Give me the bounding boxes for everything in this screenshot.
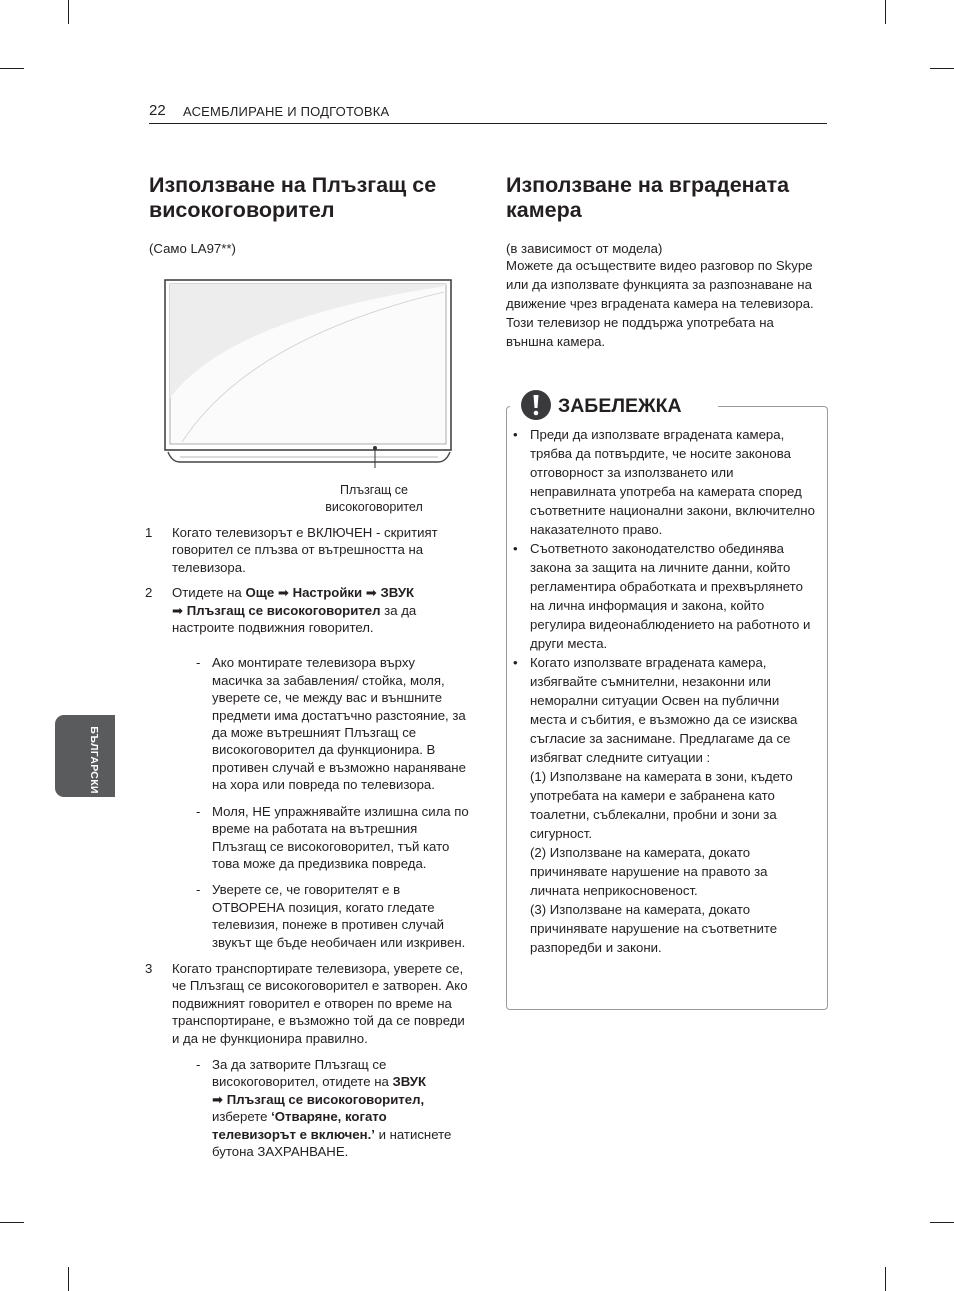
note-bullet-text: Преди да използвате вградената камера, трябва да потвърдите, че носите законова отговорност за използването или неправилната употреба на камерата според съответните национални закони, включително наказателното право.: [530, 427, 815, 537]
crop-mark: [68, 0, 69, 24]
sub-item: - Ако монтирате телевизора върху масичка за забавления/ стойка, моля, уверете се, че между вас и външните предмети има достатъчно разстояние, за да може вътрешният Плъзгащ се високоговорител да функционира. В противен случай е възможно нараняване на хора или повреда по телевизора.: [196, 655, 466, 793]
sub-item: - Уверете се, че говорителят е в ОТВОРЕНА позиция, когато гледате телевизия, понеже в противен случай звукът ще бъде необичаен или изкривен.: [196, 882, 466, 950]
note-bullet-text: Когато използвате вградената камера, избягвайте съмнителни, незаконни или неморални ситуации Освен на публични места и събития, е възможно да се изисква съгласие за заснимане. Предлагаме да се избягват следните ситуации : (1) Използване на камерата в зони, където употребата на камери е забранена като тоалетни, съблекални, пробни и зони за сигурност. (2) Използване на камерата, докато причинявате нарушение на правото за личната неприкосновеност. (3) Използване на камерата, докато причинявате нарушение на съответните разпоредби и закони.: [530, 655, 798, 955]
note-bullet-text: Съответното законодателство обединява закона за защита на личните данни, който регламентира обработката и прехвърлянето на лична информация и закона, който регулира видеонаблюдението на работното и други места.: [530, 541, 811, 651]
arrow-icon: ➡: [212, 1091, 227, 1107]
bullet-icon: •: [513, 541, 518, 556]
sliding-speaker-heading: Използване на Плъзгащ се високоговорител: [149, 173, 437, 222]
sub-item-text: Моля, НЕ упражнявайте излишна сила по време на работата на вътрешния Плъзгащ се високоговорител, тъй като това може да предизвика повреда.: [212, 803, 469, 871]
camera-description: Можете да осъществите видео разговор по Skype или да използвате функцията за разпознаване на движение чрез вградената камера на телевизора. Този телевизор не поддържа употребата на външна камера.: [506, 258, 814, 349]
exclamation-icon: [520, 389, 552, 421]
camera-heading: Използване на вградената камера: [506, 173, 790, 222]
menu-sound: ЗВУК: [392, 1074, 427, 1090]
note-title: ЗАБЕЛЕЖКА: [558, 395, 682, 417]
menu-sliding-speaker: Плъзгащ се високоговорител,: [226, 1091, 425, 1107]
step-text: Когато телевизорът е ВКЛЮЧЕН - скритият говорител се плъзва от вътрешността на телевизора.: [172, 525, 438, 575]
crop-mark: [885, 0, 886, 24]
step-1: [145, 524, 469, 576]
step-2: [145, 584, 469, 951]
crop-mark: [0, 1222, 24, 1223]
sub-item-text: Ако монтирате телевизора върху масичка за забавления/ стойка, моля, уверете се, че между вас и външните предмети има достатъчно разстояние, за да може вътрешният Плъзгащ се високоговорител да функционира. В противен случай е възможно нараняване на хора или повреда по телевизора.: [212, 655, 466, 793]
step-number: 1: [145, 525, 153, 540]
model-note: (Само LA97**): [149, 241, 236, 256]
menu-sliding-speaker: Плъзгащ се високоговорител: [186, 602, 381, 618]
menu-more: Още: [245, 585, 275, 601]
arrow-icon: ➡: [274, 585, 293, 601]
crop-mark: [0, 68, 24, 69]
step-text: Когато транспортирате телевизора, уверете се, че Плъзгащ се високоговорител е затворен. Ако подвижният говорител е отворен по време на транспортиране, е възможно той да се повреди и да не функционира правилно.: [172, 960, 468, 1046]
sub-item-text: Уверете се, че говорителят е в ОТВОРЕНА позиция, когато гледате телевизия, понеже в противен случай звукът ще бъде необичаен или изкривен.: [212, 882, 466, 950]
tv-speaker-illustration: [160, 278, 460, 468]
section-title: АСЕМБЛИРАНЕ И ПОДГОТОВКА: [183, 104, 390, 119]
page-number: 22: [149, 102, 166, 119]
crop-mark: [930, 68, 954, 69]
note-list: [512, 425, 818, 957]
menu-settings: Настройки: [292, 585, 363, 601]
callout-dot: [373, 446, 377, 450]
speaker-callout-label: Плъзгащ се високоговорител: [325, 483, 423, 514]
language-tab: [55, 715, 115, 797]
option-open-when-on: ‘Отваряне, когато телевизорът е включен.’: [212, 1109, 387, 1142]
step-text-suffix: за да настроите подвижния говорител.: [172, 602, 417, 636]
crop-mark: [885, 1267, 886, 1291]
step-number: 2: [145, 585, 153, 601]
bullet-icon: •: [513, 655, 518, 670]
step-text-prefix: Отидете на: [172, 585, 246, 601]
sub-item: - Моля, НЕ упражнявайте излишна сила по време на работата на вътрешния Плъзгащ се високоговорител, тъй като това може да предизвика повреда.: [196, 803, 469, 871]
note-bullet: [512, 653, 818, 957]
crop-mark: [68, 1267, 69, 1291]
arrow-icon: ➡: [172, 602, 187, 618]
language-tab-label: БЪЛГАРСКИ: [88, 726, 100, 794]
crop-mark: [930, 1222, 954, 1223]
step-number: 3: [145, 960, 153, 976]
note-header: [510, 388, 718, 424]
arrow-icon: ➡: [362, 585, 381, 601]
note-bullet: [512, 425, 818, 539]
steps-list: [145, 524, 469, 1169]
bullet-icon: •: [513, 427, 518, 442]
sub-item: - За да затворите Плъзгащ се високоговорител, отидете на ЗВУК ➡ Плъзгащ се високоговорител, изберете ‘Отваряне, когато телевизорът е включен.’ и натиснете бутона ЗАХРАНВАНЕ.: [196, 1056, 452, 1159]
model-dependent-note: (в зависимост от модела): [506, 241, 663, 256]
step-3: [145, 960, 469, 1160]
menu-sound: ЗВУК: [380, 585, 415, 601]
page-header: [149, 101, 827, 124]
note-bullet: [512, 539, 818, 653]
